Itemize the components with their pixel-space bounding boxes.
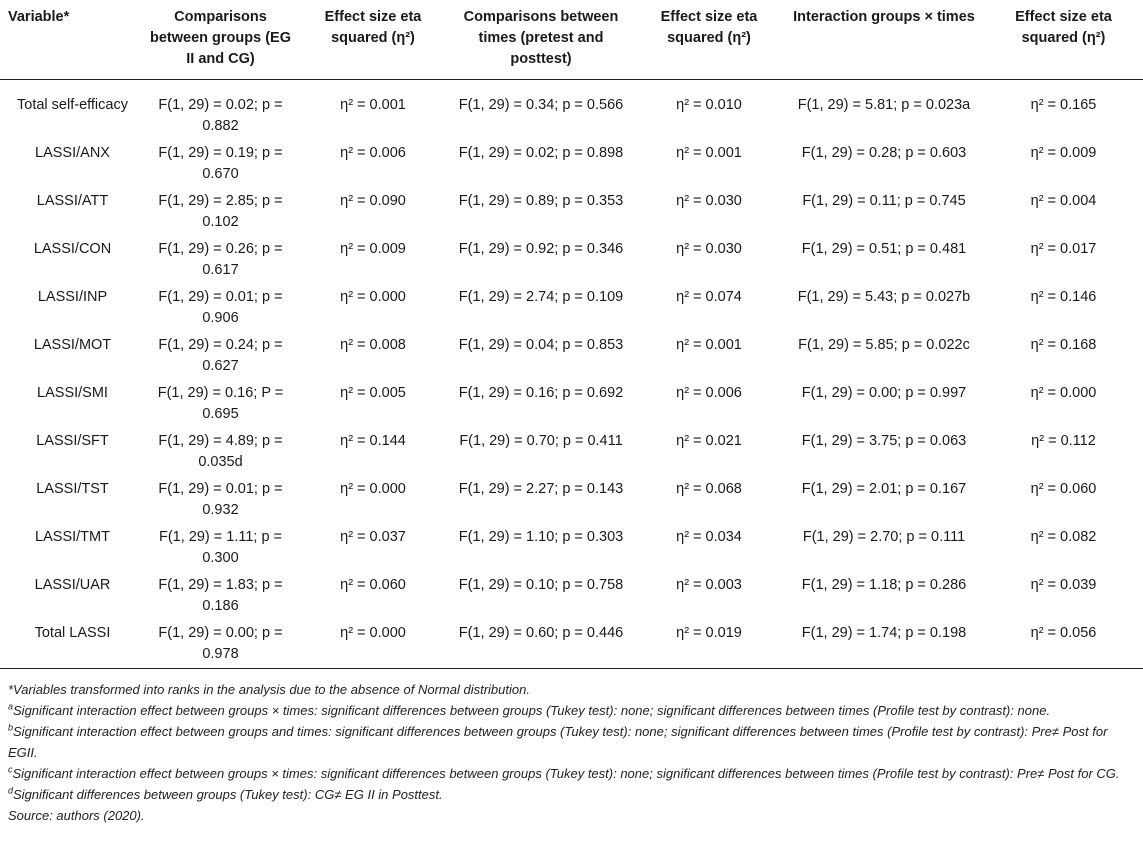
cell-times: F(1, 29) = 0.60; p = 0.446 [448,617,634,669]
cell-eta-times: η² = 0.074 [676,289,742,305]
table-footnotes [8,679,1138,826]
cell-groups: F(1, 29) = 2.85; p = 0.102 [158,193,283,230]
table-row [0,521,1143,569]
cell-times: F(1, 29) = 0.04; p = 0.853 [458,337,624,353]
cell-eta-times: η² = 0.030 [676,241,742,257]
cell-times: F(1, 29) = 0.92; p = 0.346 [458,241,624,257]
header-eta-groups: Effect size eta squared (η²) [298,0,448,80]
cell-eta-times: η² = 0.010 [676,97,742,113]
cell-times: F(1, 29) = 0.89; p = 0.353 [458,193,624,209]
cell-eta-groups: η² = 0.037 [340,529,406,545]
cell-groups: F(1, 29) = 1.83; p = 0.186 [158,577,283,614]
cell-groups: F(1, 29) = 0.00; p = 0.978 [143,617,298,669]
cell-times: F(1, 29) = 2.74; p = 0.109 [458,289,624,305]
table-row [0,377,1143,425]
table-row [0,80,1143,138]
cell-eta-groups: η² = 0.005 [340,385,406,401]
cell-interaction: F(1, 29) = 3.75; p = 0.063 [801,433,967,449]
table-row [0,281,1143,329]
table-row [0,329,1143,377]
cell-eta-groups: η² = 0.000 [340,289,406,305]
cell-variable: LASSI/INP [37,289,108,305]
table-row [0,137,1143,185]
cell-eta-interaction: η² = 0.112 [1031,433,1096,449]
cell-variable: LASSI/TST [36,481,109,497]
footnote-b: $^b$Significant interaction effect between groups and times: significant differences between groups (Tukey test): none; significant differences between times (Profile test by contrast): Pre≠ Post for EGII. [8,722,1108,760]
cell-interaction: F(1, 29) = 0.28; p = 0.603 [801,145,967,161]
cell-variable: LASSI/UAR [34,577,111,593]
cell-interaction: F(1, 29) = 5.85; p = 0.022c [798,337,970,353]
header-times: Comparisons between times (pretest and posttest) [448,0,634,80]
cell-variable: Total LASSI [0,617,143,669]
cell-times: F(1, 29) = 0.16; p = 0.692 [458,385,624,401]
cell-eta-interaction: η² = 0.000 [1030,385,1097,401]
footnote-c: $^c$Significant interaction effect between groups × times: significant differences between groups (Tukey test): none; significant differences between times (Profile test by contrast): Pre≠ Post for CG. [8,764,1120,781]
footnote-source: Source: authors (2020). [8,808,145,823]
cell-variable: LASSI/ATT [36,193,109,209]
cell-eta-interaction: η² = 0.082 [1030,529,1097,545]
cell-times: F(1, 29) = 0.70; p = 0.411 [459,433,623,449]
cell-variable: LASSI/ANX [35,145,110,161]
cell-eta-groups: η² = 0.008 [340,337,406,353]
cell-groups: F(1, 29) = 0.01; p = 0.906 [158,289,283,326]
cell-eta-times: η² = 0.001 [676,145,742,161]
cell-interaction: F(1, 29) = 5.43; p = 0.027b [797,289,971,305]
footnote-d: $^d$Significant differences between groups (Tukey test): CG≠ EG II in Posttest. [8,785,443,802]
cell-eta-groups: η² = 0.006 [340,145,406,161]
table-row [0,233,1143,281]
cell-eta-times: η² = 0.001 [676,337,742,353]
footnote-a: $^a$Significant interaction effect between groups × times: significant differences between groups (Tukey test): none; significant differences between times (Profile test by contrast): none. [8,701,1051,718]
cell-times: F(1, 29) = 0.02; p = 0.898 [458,145,624,161]
cell-groups: F(1, 29) = 0.26; p = 0.617 [158,241,283,278]
cell-eta-times: η² = 0.019 [634,617,784,669]
table-row [0,569,1143,617]
cell-times: F(1, 29) = 0.34; p = 0.566 [458,97,624,113]
cell-variable: LASSI/CON [33,241,112,257]
cell-eta-groups: η² = 0.144 [340,433,406,449]
cell-interaction: F(1, 29) = 0.11; p = 0.745 [802,193,966,209]
cell-interaction: F(1, 29) = 1.74; p = 0.198 [784,617,984,669]
cell-interaction: F(1, 29) = 2.70; p = 0.111 [802,529,966,545]
cell-interaction: F(1, 29) = 1.18; p = 0.286 [801,577,967,593]
cell-eta-times: η² = 0.003 [676,577,742,593]
cell-times: F(1, 29) = 2.27; p = 0.143 [458,481,624,497]
cell-eta-groups: η² = 0.060 [340,577,406,593]
cell-eta-interaction: η² = 0.009 [1030,145,1097,161]
cell-variable: Total self-efficacy [17,97,128,113]
cell-eta-times: η² = 0.006 [676,385,742,401]
cell-eta-interaction: η² = 0.004 [1030,193,1097,209]
table-header-row [0,0,1143,80]
cell-groups: F(1, 29) = 0.24; p = 0.627 [158,337,283,374]
cell-groups: F(1, 29) = 0.02; p = 0.882 [158,97,283,134]
footnote-asterisk: *Variables transformed into ranks in the analysis due to the absence of Normal distribution. [8,682,530,697]
table-row [0,473,1143,521]
table-row [0,185,1143,233]
cell-eta-interaction: η² = 0.165 [1030,97,1097,113]
cell-eta-times: η² = 0.030 [676,193,742,209]
cell-times: F(1, 29) = 0.10; p = 0.758 [458,577,624,593]
cell-groups: F(1, 29) = 0.16; P = 0.695 [157,385,284,422]
cell-interaction: F(1, 29) = 5.81; p = 0.023a [797,97,971,113]
cell-variable: LASSI/TMT [35,529,110,545]
cell-eta-groups: η² = 0.000 [298,617,448,669]
cell-interaction: F(1, 29) = 0.51; p = 0.481 [801,241,967,257]
header-interaction: Interaction groups × times [784,0,984,80]
cell-interaction: F(1, 29) = 0.00; p = 0.997 [801,385,967,401]
cell-groups: F(1, 29) = 0.19; p = 0.670 [158,145,283,182]
cell-times: F(1, 29) = 1.10; p = 0.303 [458,529,624,545]
header-eta-interaction: Effect size eta squared (η²) [984,0,1143,80]
cell-groups: F(1, 29) = 0.01; p = 0.932 [158,481,283,518]
cell-eta-interaction: η² = 0.060 [1030,481,1097,497]
cell-interaction: F(1, 29) = 2.01; p = 0.167 [801,481,967,497]
cell-eta-interaction: η² = 0.039 [1030,577,1097,593]
table-row [0,617,1143,669]
cell-groups: F(1, 29) = 1.11; p = 0.300 [158,529,283,566]
cell-eta-groups: η² = 0.000 [340,481,406,497]
cell-variable: LASSI/MOT [33,337,112,353]
cell-eta-times: η² = 0.068 [676,481,742,497]
cell-groups: F(1, 29) = 4.89; p = 0.035d [158,433,283,470]
header-variable: Variable* [0,0,143,80]
header-groups: Comparisons between groups (EG II and CG) [143,0,298,80]
cell-eta-times: η² = 0.021 [676,433,742,449]
cell-variable: LASSI/SMI [37,385,108,401]
cell-eta-interaction: η² = 0.146 [1030,289,1097,305]
cell-eta-times: η² = 0.034 [676,529,742,545]
cell-eta-groups: η² = 0.001 [340,97,406,113]
cell-eta-interaction: η² = 0.017 [1030,241,1097,257]
cell-eta-groups: η² = 0.090 [340,193,406,209]
cell-eta-groups: η² = 0.009 [340,241,406,257]
header-eta-times: Effect size eta squared (η²) [634,0,784,80]
cell-eta-interaction: η² = 0.056 [984,617,1143,669]
table-row [0,425,1143,473]
cell-variable: LASSI/SFT [36,433,109,449]
cell-eta-interaction: η² = 0.168 [1030,337,1097,353]
